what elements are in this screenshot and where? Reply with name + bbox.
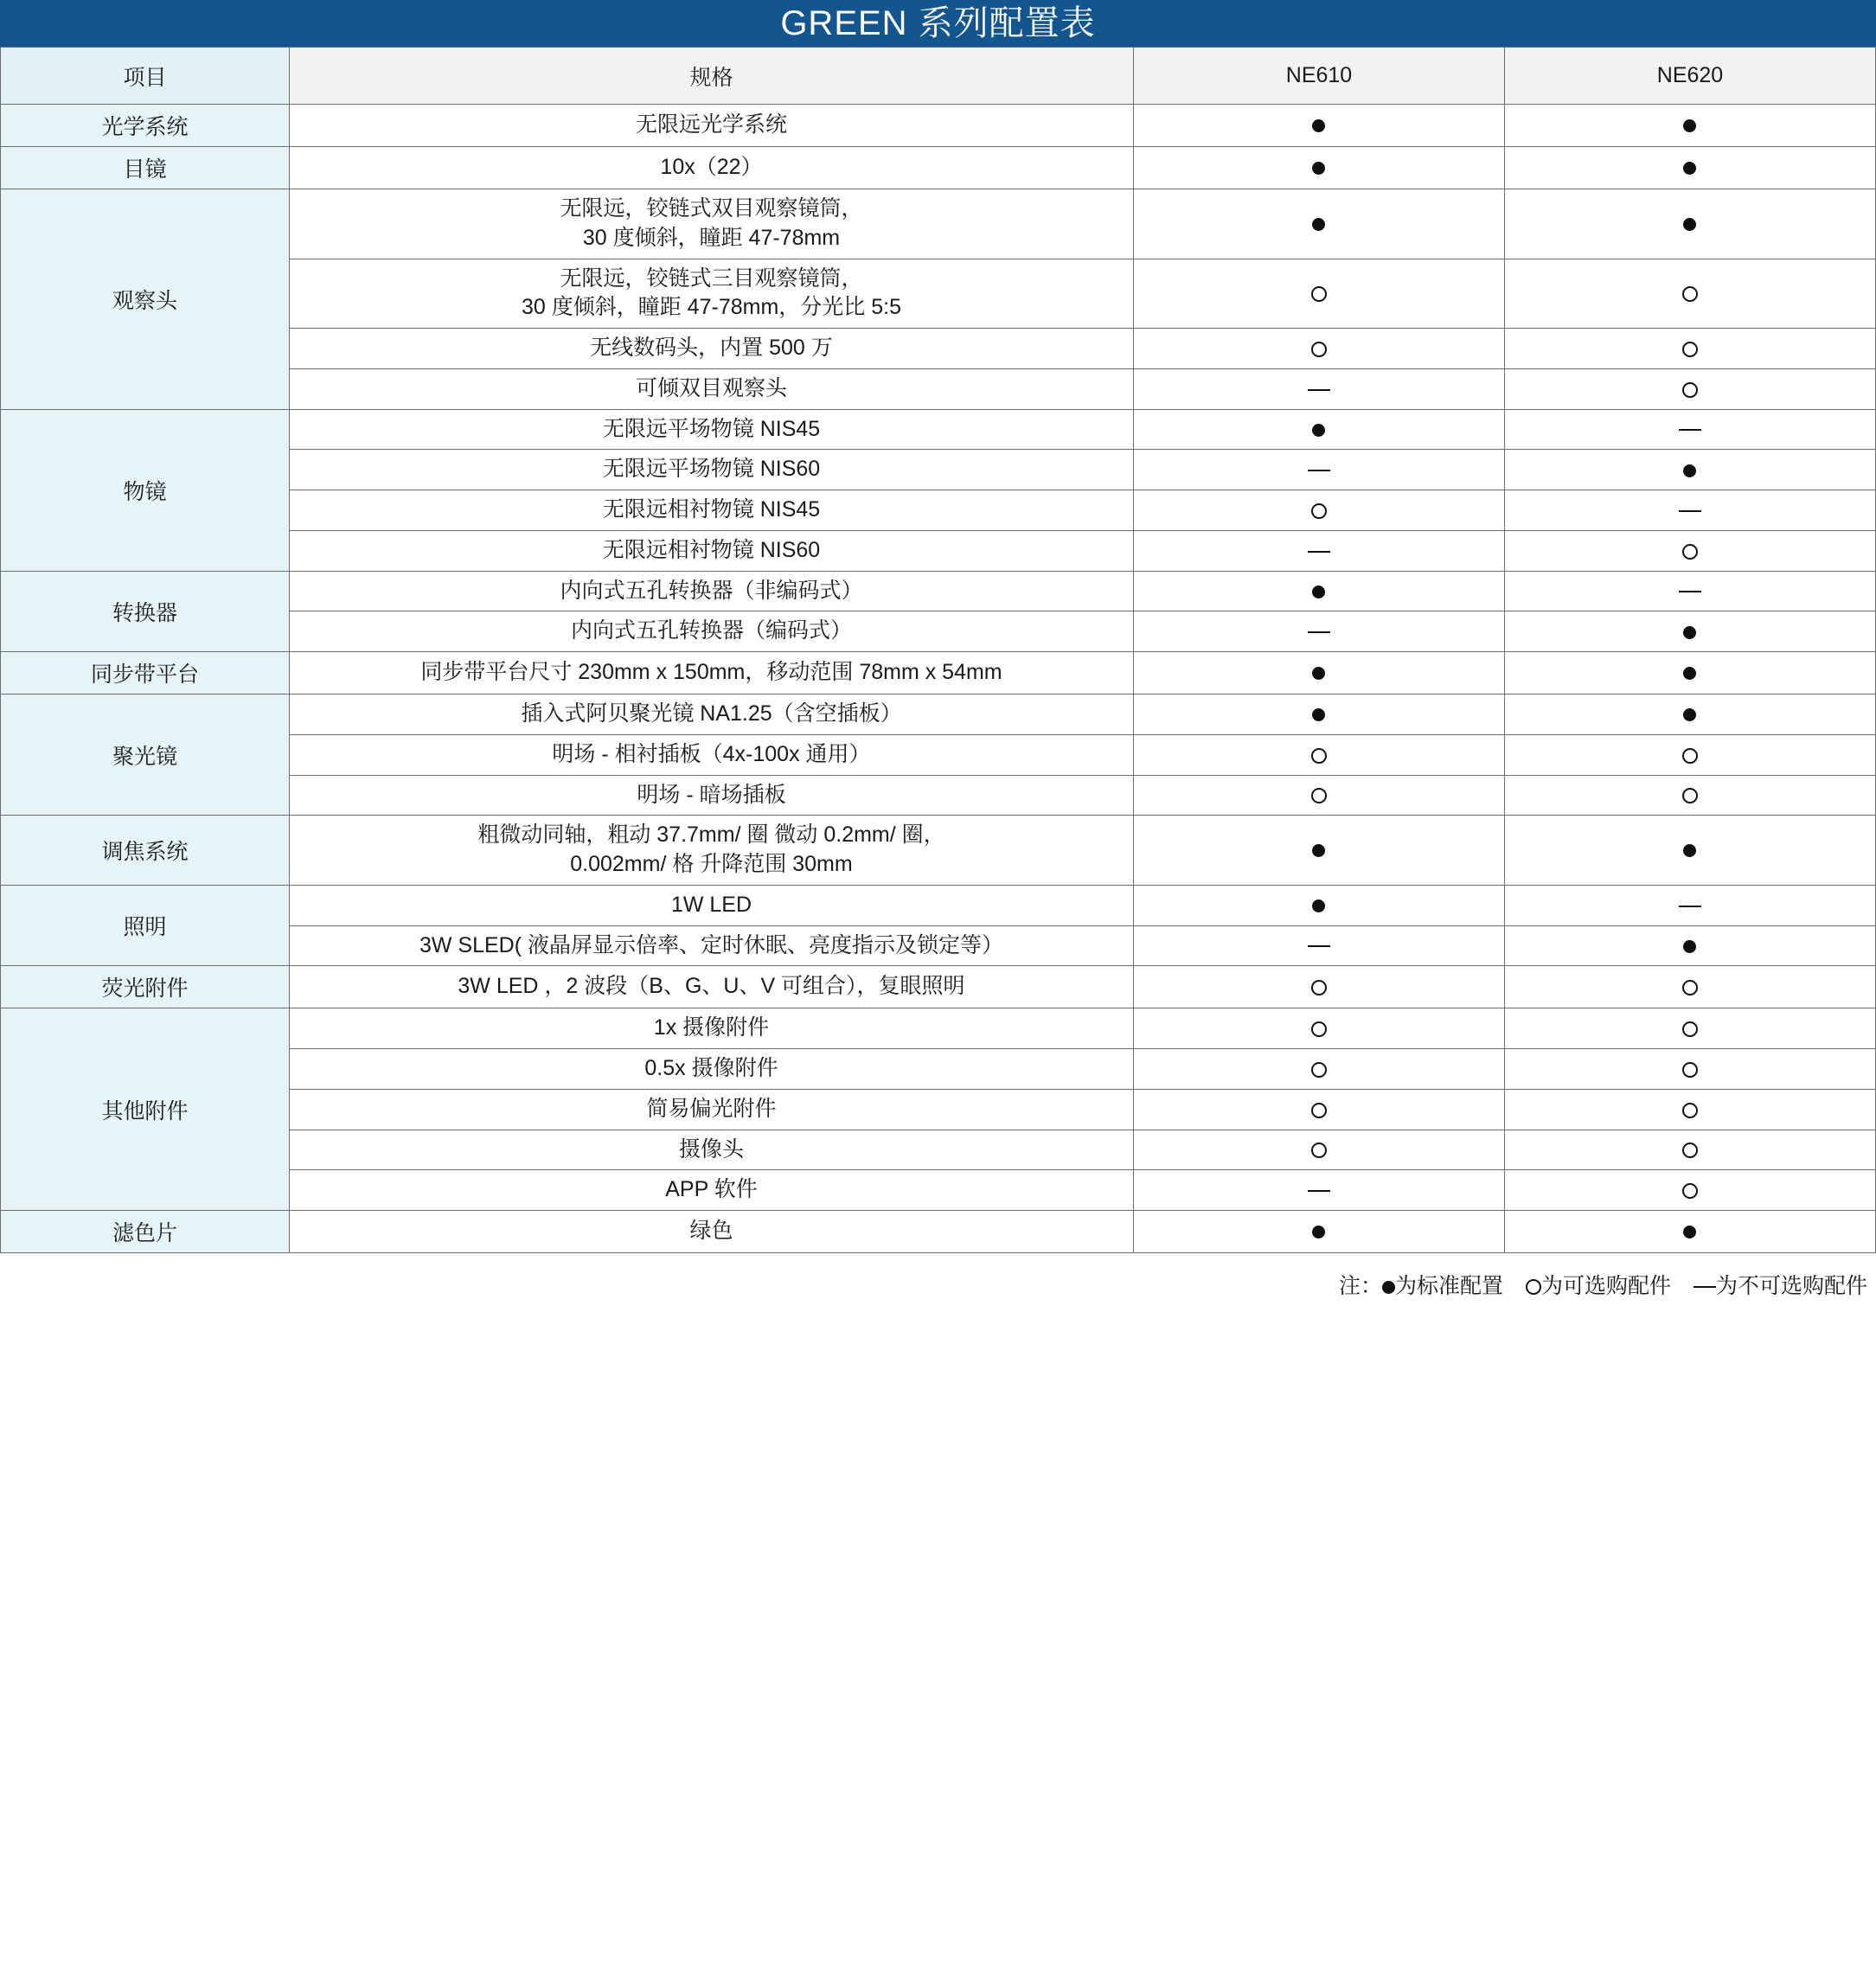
unavailable-dash-icon xyxy=(1308,470,1330,471)
standard-dot-icon xyxy=(1312,844,1325,857)
cell-ne610 xyxy=(1134,368,1505,409)
unavailable-dash-icon xyxy=(1679,510,1701,512)
row-spec-text: 无线数码头，内置 500 万 xyxy=(289,329,1133,369)
unavailable-dash-icon xyxy=(1308,551,1330,553)
cell-ne620 xyxy=(1504,329,1875,369)
cell-ne620 xyxy=(1504,816,1875,886)
optional-circle-icon xyxy=(1682,1021,1698,1037)
cell-ne610 xyxy=(1134,450,1505,490)
cell-ne620 xyxy=(1504,966,1875,1008)
row-item-label: 物镜 xyxy=(1,409,290,571)
row-item-label: 荧光附件 xyxy=(1,966,290,1008)
optional-circle-icon xyxy=(1311,980,1327,995)
standard-dot-icon xyxy=(1312,1226,1325,1239)
table-row xyxy=(1,147,1876,189)
optional-circle-icon xyxy=(1682,382,1698,398)
row-spec-text: APP 软件 xyxy=(289,1170,1133,1211)
cell-ne620 xyxy=(1504,652,1875,695)
cell-ne620 xyxy=(1504,105,1875,147)
cell-ne620 xyxy=(1504,259,1875,329)
standard-dot-icon xyxy=(1683,844,1696,857)
cell-ne620 xyxy=(1504,1170,1875,1211)
standard-dot-icon xyxy=(1683,708,1696,721)
cell-ne610 xyxy=(1134,652,1505,695)
cell-ne610 xyxy=(1134,611,1505,652)
cell-ne620 xyxy=(1504,695,1875,735)
optional-circle-icon xyxy=(1311,1103,1327,1118)
optional-circle-icon xyxy=(1311,342,1327,357)
row-item-label: 调焦系统 xyxy=(1,816,290,886)
row-item-label: 目镜 xyxy=(1,147,290,189)
column-header-ne610: NE610 xyxy=(1134,48,1505,105)
table-row xyxy=(1,105,1876,147)
cell-ne620 xyxy=(1504,450,1875,490)
standard-dot-icon xyxy=(1382,1281,1395,1294)
row-spec-text: 无限远平场物镜 NIS60 xyxy=(289,450,1133,490)
standard-dot-icon xyxy=(1312,162,1325,175)
cell-ne620 xyxy=(1504,409,1875,450)
legend-prefix: 注： xyxy=(1338,1274,1382,1298)
optional-circle-icon xyxy=(1311,788,1327,803)
optional-circle-icon xyxy=(1311,748,1327,764)
cell-ne610 xyxy=(1134,105,1505,147)
optional-circle-icon xyxy=(1526,1279,1541,1295)
header-row xyxy=(1,48,1876,105)
cell-ne620 xyxy=(1504,611,1875,652)
row-spec-text: 无限远相衬物镜 NIS45 xyxy=(289,490,1133,531)
cell-ne610 xyxy=(1134,571,1505,611)
cell-ne610 xyxy=(1134,1130,1505,1170)
row-item-label: 观察头 xyxy=(1,189,290,410)
row-spec-text: 可倾双目观察头 xyxy=(289,368,1133,409)
standard-dot-icon xyxy=(1683,940,1696,953)
cell-ne610 xyxy=(1134,1008,1505,1049)
column-header-item: 项目 xyxy=(1,48,290,105)
unavailable-dash-icon xyxy=(1694,1286,1716,1288)
table-row xyxy=(1,571,1876,611)
cell-ne620 xyxy=(1504,1049,1875,1090)
standard-dot-icon xyxy=(1312,424,1325,437)
row-spec-text: 明场 - 相衬插板（4x-100x 通用） xyxy=(289,734,1133,775)
standard-dot-icon xyxy=(1312,119,1325,132)
legend-optional: 为可选购配件 xyxy=(1540,1274,1671,1298)
legend-unavailable: 为不可选购配件 xyxy=(1715,1274,1867,1298)
row-spec-text: 内向式五孔转换器（编码式） xyxy=(289,611,1133,652)
row-spec-text: 同步带平台尺寸 230mm x 150mm，移动范围 78mm x 54mm xyxy=(289,652,1133,695)
row-item-label: 滤色片 xyxy=(1,1211,290,1253)
page-title: GREEN 系列配置表 xyxy=(0,0,1876,47)
cell-ne610 xyxy=(1134,259,1505,329)
cell-ne620 xyxy=(1504,189,1875,259)
standard-dot-icon xyxy=(1312,218,1325,231)
row-spec-text: 粗微动同轴，粗动 37.7mm/ 圈 微动 0.2mm/ 圈， 0.002mm/ 格 升降范围 30mm xyxy=(289,816,1133,886)
standard-dot-icon xyxy=(1683,667,1696,680)
row-item-label: 转换器 xyxy=(1,571,290,652)
cell-ne620 xyxy=(1504,1089,1875,1130)
optional-circle-icon xyxy=(1682,342,1698,357)
cell-ne610 xyxy=(1134,775,1505,816)
row-spec-text: 无限远平场物镜 NIS45 xyxy=(289,409,1133,450)
optional-circle-icon xyxy=(1682,748,1698,764)
table-row xyxy=(1,695,1876,735)
row-spec-text: 无限远光学系统 xyxy=(289,105,1133,147)
row-spec-text: 内向式五孔转换器（非编码式） xyxy=(289,571,1133,611)
cell-ne610 xyxy=(1134,147,1505,189)
standard-dot-icon xyxy=(1683,626,1696,639)
cell-ne620 xyxy=(1504,490,1875,531)
cell-ne610 xyxy=(1134,966,1505,1008)
standard-dot-icon xyxy=(1683,464,1696,477)
optional-circle-icon xyxy=(1682,980,1698,995)
cell-ne620 xyxy=(1504,571,1875,611)
cell-ne620 xyxy=(1504,368,1875,409)
row-spec-text: 绿色 xyxy=(289,1211,1133,1253)
column-header-spec: 规格 xyxy=(289,48,1133,105)
unavailable-dash-icon xyxy=(1308,389,1330,391)
cell-ne620 xyxy=(1504,925,1875,966)
column-header-ne620: NE620 xyxy=(1504,48,1875,105)
optional-circle-icon xyxy=(1311,503,1327,519)
row-item-label: 其他附件 xyxy=(1,1008,290,1211)
row-item-label: 光学系统 xyxy=(1,105,290,147)
row-item-label: 同步带平台 xyxy=(1,652,290,695)
optional-circle-icon xyxy=(1682,1062,1698,1078)
unavailable-dash-icon xyxy=(1308,631,1330,633)
cell-ne610 xyxy=(1134,695,1505,735)
cell-ne610 xyxy=(1134,734,1505,775)
unavailable-dash-icon xyxy=(1679,429,1701,431)
standard-dot-icon xyxy=(1683,1226,1696,1239)
cell-ne610 xyxy=(1134,490,1505,531)
table-row xyxy=(1,885,1876,925)
optional-circle-icon xyxy=(1682,1103,1698,1118)
cell-ne620 xyxy=(1504,1130,1875,1170)
cell-ne620 xyxy=(1504,734,1875,775)
optional-circle-icon xyxy=(1311,1021,1327,1037)
row-spec-text: 3W LED ，2 波段（B、G、U、V 可组合），复眼照明 xyxy=(289,966,1133,1008)
row-spec-text: 摄像头 xyxy=(289,1130,1133,1170)
cell-ne620 xyxy=(1504,1008,1875,1049)
row-spec-text: 插入式阿贝聚光镜 NA1.25（含空插板） xyxy=(289,695,1133,735)
unavailable-dash-icon xyxy=(1679,591,1701,592)
table-row xyxy=(1,652,1876,695)
row-spec-text: 简易偏光附件 xyxy=(289,1089,1133,1130)
row-spec-text: 1x 摄像附件 xyxy=(289,1008,1133,1049)
unavailable-dash-icon xyxy=(1308,1190,1330,1192)
table-body xyxy=(1,105,1876,1253)
optional-circle-icon xyxy=(1682,1183,1698,1199)
cell-ne610 xyxy=(1134,1089,1505,1130)
row-spec-text: 无限远相衬物镜 NIS60 xyxy=(289,530,1133,571)
standard-dot-icon xyxy=(1312,708,1325,721)
cell-ne610 xyxy=(1134,925,1505,966)
row-item-label: 聚光镜 xyxy=(1,695,290,816)
row-spec-text: 明场 - 暗场插板 xyxy=(289,775,1133,816)
cell-ne620 xyxy=(1504,1211,1875,1253)
row-spec-text: 0.5x 摄像附件 xyxy=(289,1049,1133,1090)
cell-ne610 xyxy=(1134,409,1505,450)
cell-ne620 xyxy=(1504,775,1875,816)
row-spec-text: 3W SLED( 液晶屏显示倍率、定时休眠、亮度指示及锁定等） xyxy=(289,925,1133,966)
row-spec-text: 无限远，铰链式双目观察镜筒， 30 度倾斜，瞳距 47-78mm xyxy=(289,189,1133,259)
table-row xyxy=(1,966,1876,1008)
cell-ne620 xyxy=(1504,147,1875,189)
cell-ne610 xyxy=(1134,1170,1505,1211)
unavailable-dash-icon xyxy=(1679,906,1701,907)
cell-ne610 xyxy=(1134,329,1505,369)
row-spec-text: 10x（22） xyxy=(289,147,1133,189)
standard-dot-icon xyxy=(1312,586,1325,599)
table-row xyxy=(1,189,1876,259)
unavailable-dash-icon xyxy=(1308,945,1330,947)
cell-ne610 xyxy=(1134,1049,1505,1090)
cell-ne610 xyxy=(1134,189,1505,259)
standard-dot-icon xyxy=(1683,218,1696,231)
table-header xyxy=(1,48,1876,105)
legend-note xyxy=(0,1253,1876,1312)
optional-circle-icon xyxy=(1311,1143,1327,1158)
cell-ne610 xyxy=(1134,530,1505,571)
standard-dot-icon xyxy=(1683,162,1696,175)
cell-ne610 xyxy=(1134,1211,1505,1253)
standard-dot-icon xyxy=(1312,899,1325,912)
cell-ne610 xyxy=(1134,816,1505,886)
table-row xyxy=(1,1211,1876,1253)
standard-dot-icon xyxy=(1312,667,1325,680)
table-row xyxy=(1,816,1876,886)
row-spec-text: 1W LED xyxy=(289,885,1133,925)
table-row xyxy=(1,1008,1876,1049)
cell-ne620 xyxy=(1504,885,1875,925)
optional-circle-icon xyxy=(1682,286,1698,302)
cell-ne610 xyxy=(1134,885,1505,925)
optional-circle-icon xyxy=(1311,1062,1327,1078)
optional-circle-icon xyxy=(1682,544,1698,560)
optional-circle-icon xyxy=(1311,286,1327,302)
optional-circle-icon xyxy=(1682,788,1698,803)
optional-circle-icon xyxy=(1682,1143,1698,1158)
table-row xyxy=(1,409,1876,450)
specification-table xyxy=(0,47,1876,1253)
row-item-label: 照明 xyxy=(1,885,290,966)
cell-ne620 xyxy=(1504,530,1875,571)
standard-dot-icon xyxy=(1683,119,1696,132)
legend-standard: 为标准配置 xyxy=(1394,1274,1503,1298)
row-spec-text: 无限远，铰链式三目观察镜筒， 30 度倾斜，瞳距 47-78mm，分光比 5:5 xyxy=(289,259,1133,329)
